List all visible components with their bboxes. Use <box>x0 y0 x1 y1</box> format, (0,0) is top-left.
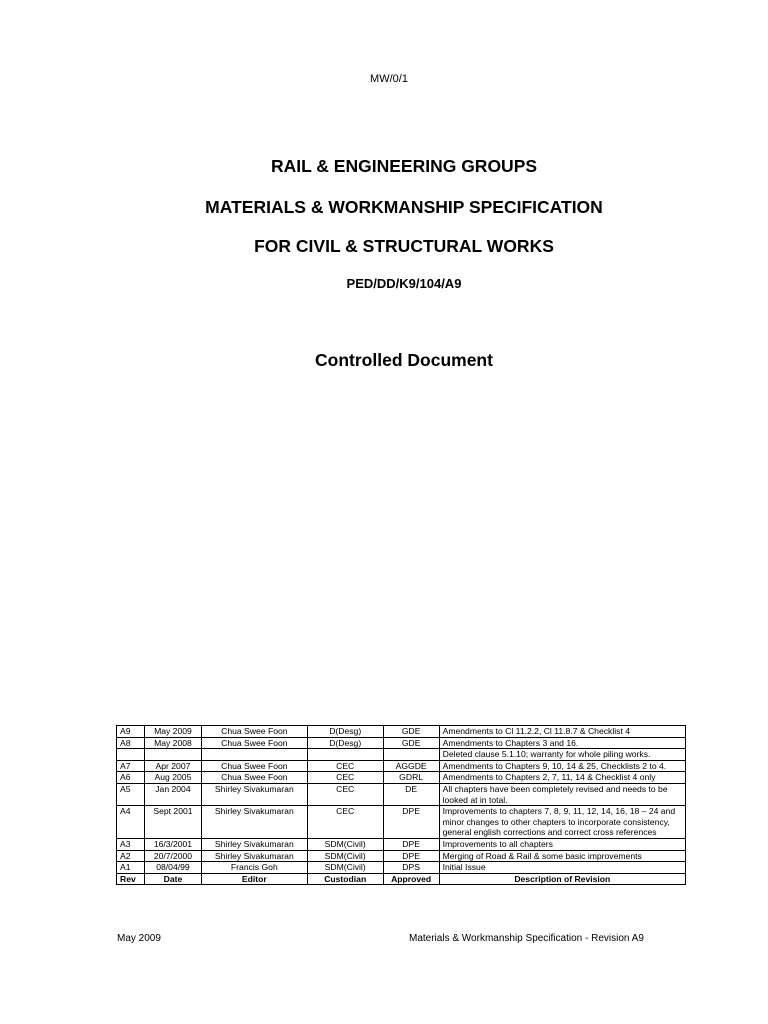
date-cell: 20/7/2000 <box>144 850 201 862</box>
custodian-cell: CEC <box>307 783 383 805</box>
description-cell: Merging of Road & Rail & some basic improvements <box>439 850 685 862</box>
custodian-header: Custodian <box>307 873 383 885</box>
description-cell: Amendments to Chapters 3 and 16. <box>439 737 685 749</box>
date-cell: May 2008 <box>144 737 201 749</box>
date-cell: Aug 2005 <box>144 772 201 784</box>
rev-cell: A2 <box>117 850 145 862</box>
document-reference: MW/0/1 <box>370 73 408 85</box>
rev-header: Rev <box>117 873 145 885</box>
table-row <box>117 749 686 761</box>
description-header: Description of Revision <box>439 873 685 885</box>
editor-cell: Francis Goh <box>201 862 307 874</box>
rev-cell: A6 <box>117 772 145 784</box>
editor-cell: Chua Swee Foon <box>201 772 307 784</box>
custodian-cell: SDM(Civil) <box>307 838 383 850</box>
editor-cell: Chua Swee Foon <box>201 760 307 772</box>
editor-cell: Shirley Sivakumaran <box>201 838 307 850</box>
editor-header: Editor <box>201 873 307 885</box>
description-cell: Amendments to Chapters 9, 10, 14 & 25, Checklists 2 to 4. <box>439 760 685 772</box>
title-line-3: FOR CIVIL & STRUCTURAL WORKS <box>254 236 554 256</box>
approved-cell: DPE <box>383 850 439 862</box>
description-cell: Amendments to Cl 11.2.2, Cl 11.8.7 & Checklist 4 <box>439 726 685 738</box>
date-cell <box>144 749 201 761</box>
date-cell: 16/3/2001 <box>144 838 201 850</box>
document-status: Controlled Document <box>315 350 493 370</box>
description-cell: Improvements to chapters 7, 8, 9, 11, 12, 14, 16, 18 – 24 and minor changes to other chapters to incorporate consistency, general english corrections and correct cross references <box>439 806 685 839</box>
approved-cell: DE <box>383 783 439 805</box>
approved-cell: GDE <box>383 726 439 738</box>
description-cell: Amendments to Chapters 2, 7, 11, 14 & Checklist 4 only <box>439 772 685 784</box>
table-row <box>117 783 686 805</box>
date-cell: Sept 2001 <box>144 806 201 839</box>
description-cell: Deleted clause 5.1.10; warranty for whole piling works. <box>439 749 685 761</box>
custodian-cell: D(Desg) <box>307 737 383 749</box>
date-cell: Apr 2007 <box>144 760 201 772</box>
custodian-cell: SDM(Civil) <box>307 862 383 874</box>
approved-cell: DPE <box>383 838 439 850</box>
rev-cell: A7 <box>117 760 145 772</box>
revision-table <box>116 725 686 885</box>
table-row <box>117 737 686 749</box>
date-cell: May 2009 <box>144 726 201 738</box>
table-row <box>117 806 686 839</box>
rev-cell <box>117 749 145 761</box>
editor-cell: Chua Swee Foon <box>201 726 307 738</box>
editor-cell: Shirley Sivakumaran <box>201 806 307 839</box>
custodian-cell: D(Desg) <box>307 726 383 738</box>
table-row <box>117 760 686 772</box>
approved-header: Approved <box>383 873 439 885</box>
footer-document-name: Materials & Workmanship Specification - Revision A9 <box>409 933 644 944</box>
rev-cell: A9 <box>117 726 145 738</box>
approved-cell: DPS <box>383 862 439 874</box>
editor-cell <box>201 749 307 761</box>
rev-cell: A5 <box>117 783 145 805</box>
table-row <box>117 850 686 862</box>
rev-cell: A8 <box>117 737 145 749</box>
custodian-cell: CEC <box>307 806 383 839</box>
description-cell: All chapters have been completely revised and needs to be looked at in total. <box>439 783 685 805</box>
custodian-cell: CEC <box>307 760 383 772</box>
custodian-cell <box>307 749 383 761</box>
table-row <box>117 862 686 874</box>
custodian-cell: CEC <box>307 772 383 784</box>
document-code: PED/DD/K9/104/A9 <box>346 276 462 291</box>
description-cell: Improvements to all chapters <box>439 838 685 850</box>
editor-cell: Shirley Sivakumaran <box>201 850 307 862</box>
custodian-cell: SDM(Civil) <box>307 850 383 862</box>
rev-cell: A3 <box>117 838 145 850</box>
table-header-row <box>117 873 686 885</box>
date-cell: Jan 2004 <box>144 783 201 805</box>
description-cell: Initial Issue <box>439 862 685 874</box>
revision-table-body <box>117 726 686 885</box>
date-header: Date <box>144 873 201 885</box>
editor-cell: Shirley Sivakumaran <box>201 783 307 805</box>
title-line-1: RAIL & ENGINEERING GROUPS <box>270 156 538 176</box>
footer-date: May 2009 <box>117 933 161 944</box>
approved-cell: AGGDE <box>383 760 439 772</box>
table-row <box>117 772 686 784</box>
approved-cell <box>383 749 439 761</box>
approved-cell: GDRL <box>383 772 439 784</box>
approved-cell: GDE <box>383 737 439 749</box>
title-line-2: MATERIALS & WORKMANSHIP SPECIFICATION <box>205 197 603 217</box>
table-row <box>117 838 686 850</box>
table-row <box>117 726 686 738</box>
date-cell: 08/04/99 <box>144 862 201 874</box>
rev-cell: A1 <box>117 862 145 874</box>
rev-cell: A4 <box>117 806 145 839</box>
editor-cell: Chua Swee Foon <box>201 737 307 749</box>
approved-cell: DPE <box>383 806 439 839</box>
